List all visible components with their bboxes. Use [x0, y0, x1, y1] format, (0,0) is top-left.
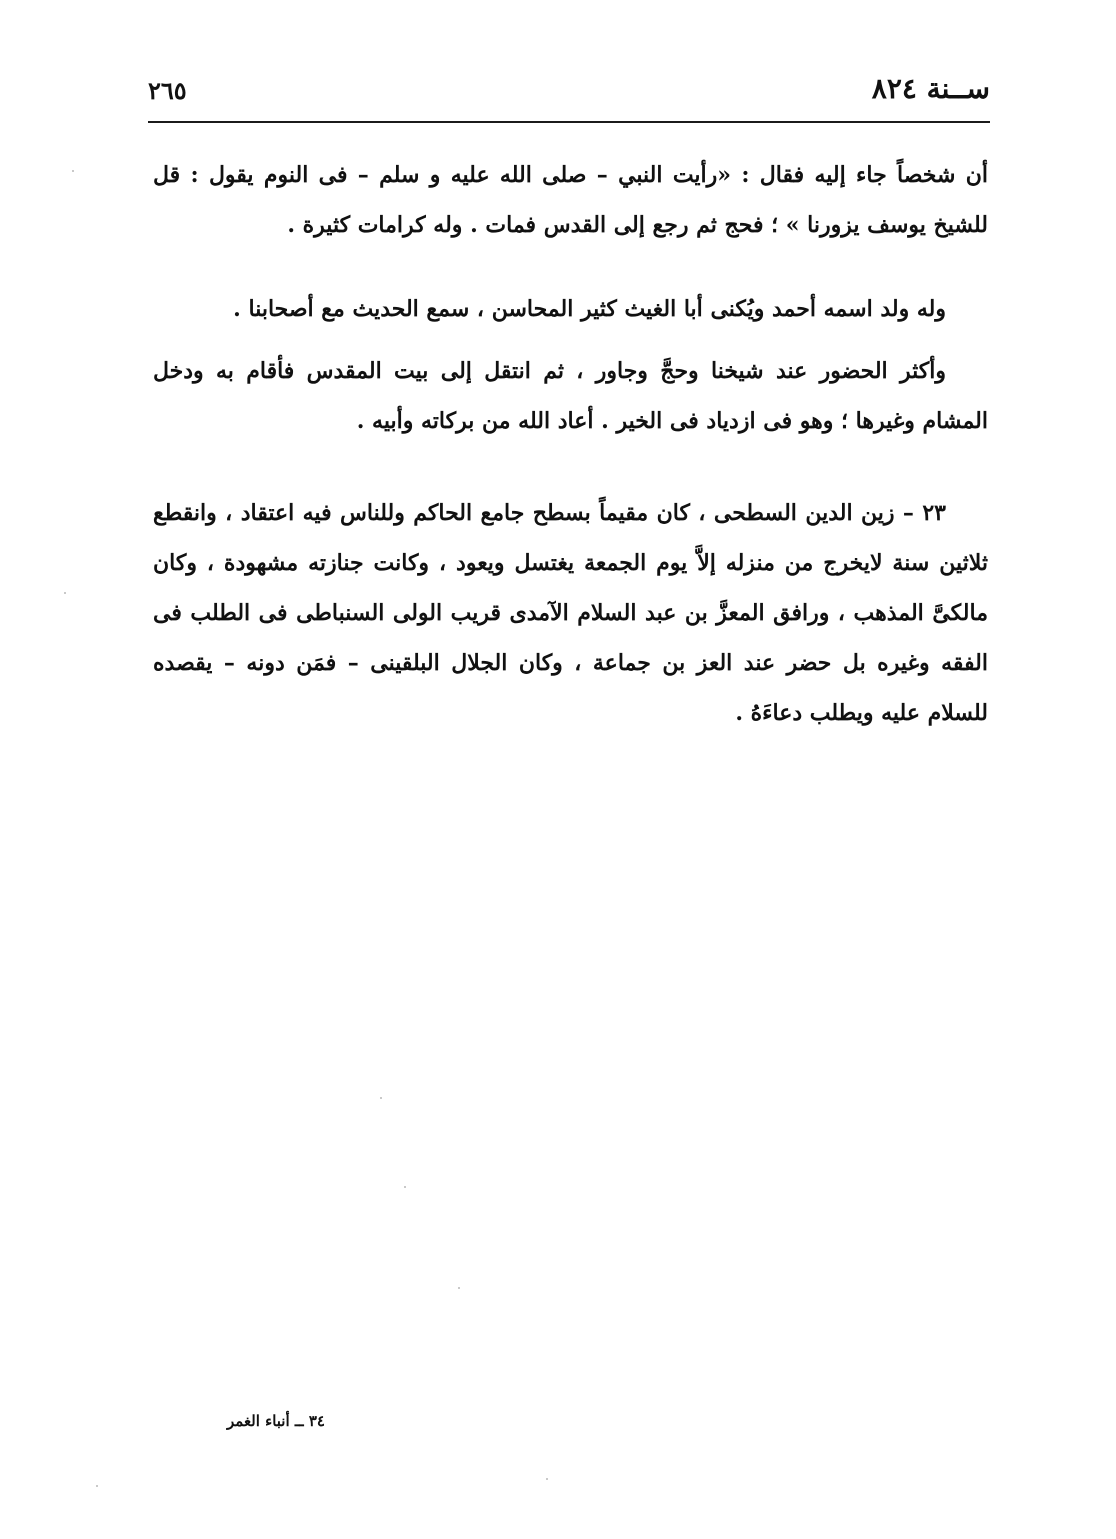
page-header [148, 68, 990, 116]
paper-speck [404, 1186, 406, 1188]
paper-speck [64, 592, 66, 594]
paper-speck [380, 1097, 382, 1099]
header-rule [148, 121, 990, 123]
footer-signature: ٣٤ ــ أنباء الغمر [227, 1412, 325, 1430]
running-head-year: ســنة ٨٢٤ [871, 72, 990, 105]
paper-speck [96, 1485, 98, 1487]
paragraph-dream-narration: أن شخصاً جاء إليه فقال : «رأيت النبي – صلى الله عليه و سلم – فى النوم يقول : قل للشيخ يوسف يزورنا » ؛ فحج ثم رجع إلى القدس فمات . وله كرامات كثيرة . [153, 162, 988, 238]
paper-speck [458, 1287, 460, 1289]
paragraph-entry-23: ٢٣ – زين الدين السطحى ، كان مقيماً بسطح جامع الحاكم وللناس فيه اعتقاد ، وانقطع ثلاثين سنة لايخرج من منزله إلاَّ يوم الجمعة يغتسل ويعود ، وكانت جنازته مشهودة ، وكان مالكىَّ المذهب ، ورافق المعزَّ بن عبد السلام الآمدى قريب الولى السنباطى فى الطلب فى الفقه وغيره بل حضر عند العز بن جماعة ، وكان الجلال البلقينى – فمَن دونه – يقصده للسلام عليه ويطلب دعاءَهُ . [153, 500, 988, 726]
paper-speck [546, 1478, 548, 1480]
paper-speck [72, 170, 74, 172]
paragraph-residence-jerusalem: وأكثر الحضور عند شيخنا وحجَّ وجاور ، ثم انتقل إلى بيت المقدس فأقام به ودخل المشام وغيرها ؛ وهو فى ازدياد فى الخير . أعاد الله من بركاته وأبيه . [153, 358, 988, 434]
page-number: ٢٦٥ [148, 76, 187, 105]
paragraph-son-ahmad: وله ولد اسمه أحمد ويُكنى أبا الغيث كثير المحاسن ، سمع الحديث مع أصحابنا . [233, 296, 946, 322]
page-body [153, 150, 988, 738]
